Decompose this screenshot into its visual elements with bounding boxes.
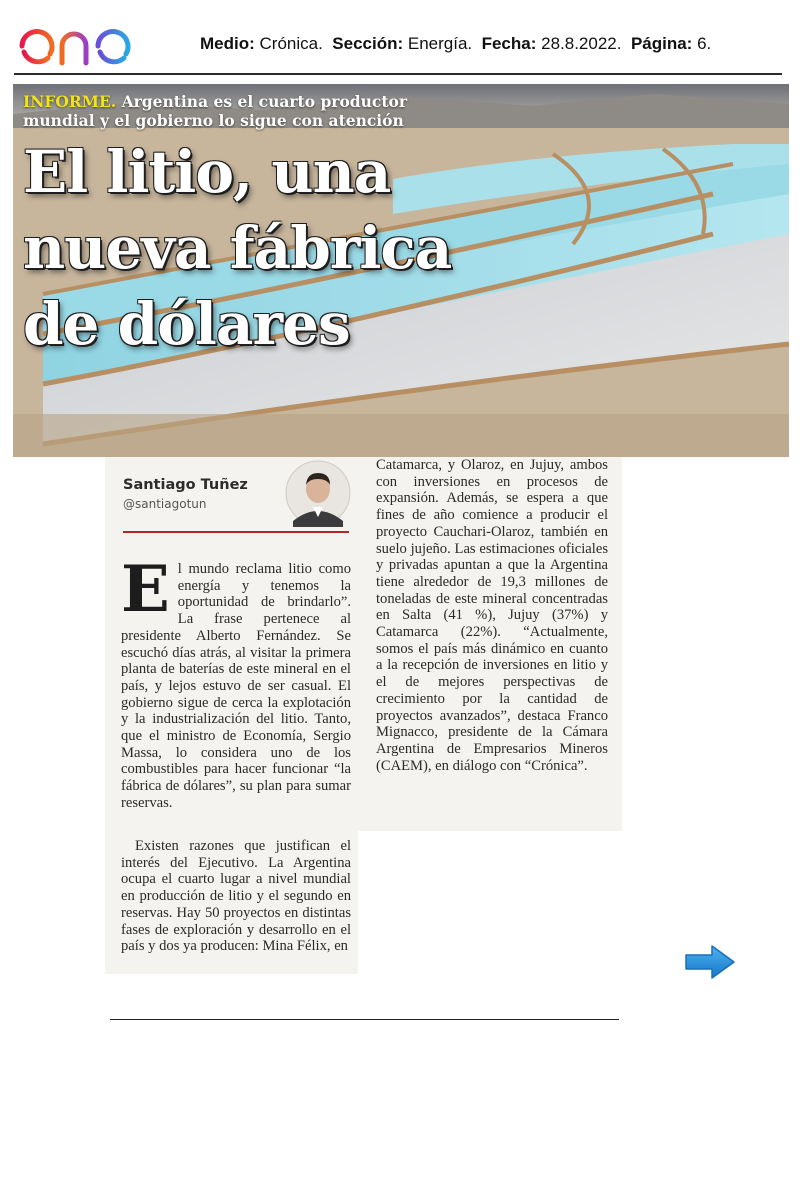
byline (123, 477, 248, 511)
paragraph-1-text: l mundo reclama litio como energía y tenemos la oportunidad de brindarlo”. La frase pertenece al presidente Alberto Fernández. Se escuchó días atrás, al visitar la primera planta de baterías de este mineral en el país, y lejos estuvo de ser casual. El gobierno sigue de cerca la explotación y la industrialización del litio. Tanto, que el ministro de Economía, Sergio Massa, lo considera uno de los combustibles para hacer funcionar “la fábrica de dólares”, su plan para sumar reservas. (121, 561, 351, 811)
author-photo (285, 459, 351, 527)
headline-line-3: de dólares (23, 290, 350, 358)
headline (23, 134, 543, 362)
headline-line-2: nueva fábrica (23, 214, 452, 282)
pagina-value: 6. (697, 34, 712, 53)
author-name: Santiago Tuñez (123, 477, 248, 493)
kicker-tag: INFORME. (23, 92, 117, 111)
footer-divider (110, 1019, 619, 1020)
drop-cap: E (121, 552, 170, 627)
publication-meta (200, 34, 711, 54)
enel-logo (18, 8, 168, 68)
fecha-label: Fecha: (481, 34, 537, 53)
author-handle: @santiagotun (123, 497, 207, 511)
paragraph-1 (121, 552, 351, 812)
paragraph-3: Catamarca, y Olaroz, en Jujuy, ambos con inversiones en procesos de expansión. Además, se espera a que fines de año comience a producir el proyecto Cauchari-Olaroz, también en suelo jujeño. Las estimaciones oficiales y privadas apuntan a que la Argentina tiene alrededor de 19,3 millones de toneladas de este mineral concentradas en Salta (41 %), Jujuy (37%) y Catamarca (22%). “Actualmente, somos el país más dinámico en cuanto a la recepción de inversiones en litio y el de mejores perspectivas de crecimiento por la cantidad de proyectos avanzados”, destaca Franco Mignacco, presidente de la Cámara Argentina de Empresarios Mineros (CAEM), en diálogo con “Crónica”. (376, 457, 608, 774)
fecha-value: 28.8.2022. (541, 34, 622, 53)
headline-line-1: El litio, una (23, 138, 391, 206)
byline-divider (123, 531, 349, 533)
seccion-label: Sección: (332, 34, 404, 53)
article-column-left (105, 457, 358, 974)
pagina-label: Página: (630, 34, 693, 53)
kicker (23, 92, 407, 130)
medio-value: Crónica. (259, 34, 323, 53)
medio-label: Medio: (200, 34, 255, 53)
arrow-right-icon[interactable] (684, 944, 736, 980)
article-column-right (358, 457, 622, 831)
kicker-line-2: mundial y el gobierno lo sigue con atención (23, 111, 404, 130)
paragraph-2: Existen razones que justifican el interés del Ejecutivo. La Argentina ocupa el cuarto lugar a nivel mundial en producción de litio y el segundo en reservas. Hay 50 proyectos en distintas fases de exploración y desarrollo en el país y dos ya producen: Mina Félix, en (121, 838, 351, 955)
seccion-value: Energía. (407, 34, 473, 53)
header-divider (14, 73, 782, 75)
hero-photo (13, 84, 789, 457)
kicker-line-1: Argentina es el cuarto productor (121, 92, 408, 111)
